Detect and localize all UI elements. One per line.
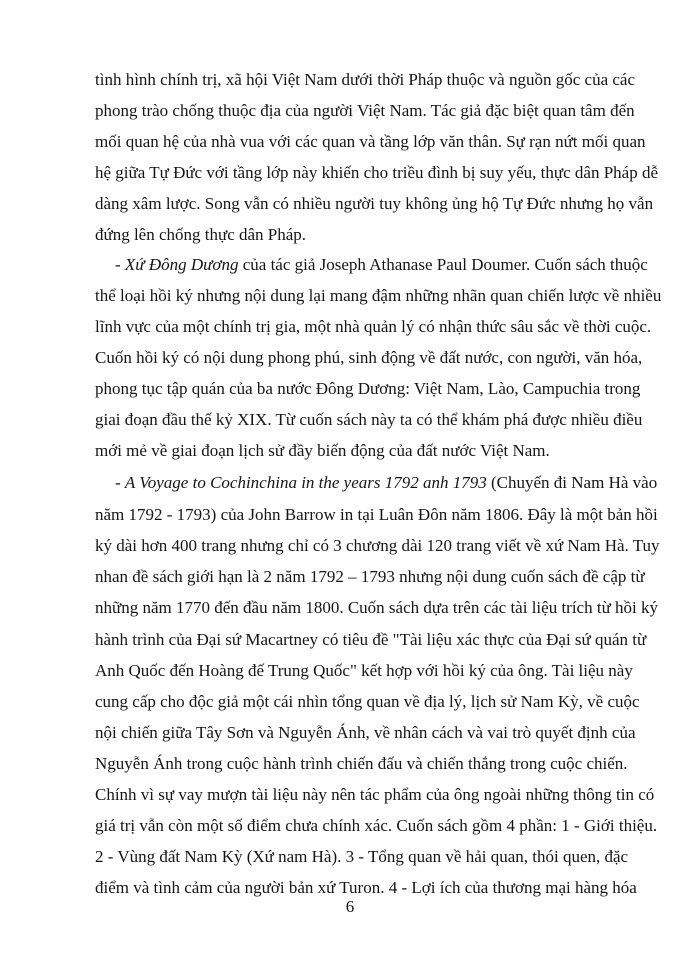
paragraph-2-line-2: thể loại hồi ký nhưng nội dung lại mang đậm những nhãn quan chiến lược về nhiều	[95, 286, 662, 305]
paragraph-2-line-6: giai đoạn đầu thế kỷ XIX. Từ cuốn sách này ta có thể khám phá được nhiều điều	[95, 410, 643, 429]
page-number: 6	[345, 897, 355, 916]
paragraph-3-line-10: Nguyễn Ánh trong cuộc hành trình chiến đấu và chiến thắng trong cuộc chiến.	[95, 754, 628, 773]
paragraph-2-line-7: mới mẻ về giai đoạn lịch sử đầy biến động của đất nước Việt Nam.	[95, 441, 550, 460]
paragraph-1-line-4: hệ giữa Tự Đức với tầng lớp này khiến cho triều đình bị suy yếu, thực dân Pháp dễ	[95, 163, 658, 182]
paragraph-2-line-5: phong tục tập quán của ba nước Đông Dương: Việt Nam, Lào, Campuchia trong	[95, 379, 641, 398]
paragraph-3-line-4: nhan đề sách giới hạn là 2 năm 1792 – 1793 nhưng nội dung cuốn sách đề cập từ	[95, 567, 645, 586]
paragraph-2-first-line-text: của tác giả Joseph Athanase Paul Doumer. Cuốn sách thuộc	[238, 255, 648, 274]
paragraph-3-line-6: hành trình của Đại sứ Macartney có tiêu đề "Tài liệu xác thực của Đại sứ quán từ	[95, 630, 647, 649]
paragraph-3-line-2: năm 1792 - 1793) của John Barrow in tại Luân Đôn năm 1806. Đây là một bản hồi	[95, 505, 658, 524]
paragraph-2-line-1	[115, 255, 648, 275]
paragraph-3-line-5: những năm 1770 đến đầu năm 1800. Cuốn sách dựa trên các tài liệu trích từ hồi ký	[95, 598, 659, 617]
paragraph-1-line-5: dàng xâm lược. Song vẫn có nhiều người tuy không ủng hộ Tự Đức nhưng họ vẫn	[95, 194, 654, 213]
paragraph-3-line-13: 2 - Vùng đất Nam Kỳ (Xứ nam Hà). 3 - Tổng quan về hải quan, thói quen, đặc	[95, 847, 629, 866]
paragraph-1-line-2: phong trào chống thuộc địa của người Việt Nam. Tác giả đặc biệt quan tâm đến	[95, 101, 635, 120]
paragraph-3-line-1	[115, 473, 658, 493]
paragraph-1-line-6: đứng lên chống thực dân Pháp.	[95, 225, 307, 244]
paragraph-1-line-3: mối quan hệ của nhà vua với các quan và tầng lớp văn thân. Sự rạn nứt mối quan	[95, 132, 646, 151]
paragraph-3-line-12: giá trị vẫn còn một số điểm chưa chính xác. Cuốn sách gồm 4 phần: 1 - Giới thiệu.	[95, 816, 658, 835]
paragraph-3-line-9: nội chiến giữa Tây Sơn và Nguyễn Ánh, về nhân cách và vai trò quyết định của	[95, 723, 636, 742]
paragraph-3-line-8: cung cấp cho độc giả một cái nhìn tổng quan về địa lý, lịch sử Nam Kỳ, về cuộc	[95, 692, 640, 711]
paragraph-3-line-7: Anh Quốc đến Hoàng đế Trung Quốc" kết hợp với hồi ký của ông. Tài liệu này	[95, 661, 633, 680]
paragraph-3-line-14: điểm và tình cảm của người bản xứ Turon. 4 - Lợi ích của thương mại hàng hóa	[95, 878, 637, 897]
paragraph-1-line-1: tình hình chính trị, xã hội Việt Nam dưới thời Pháp thuộc và nguồn gốc của các	[95, 70, 635, 89]
paragraph-3-line-3: ký dài hơn 400 trang nhưng chỉ có 3 chương dài 120 trang viết về xứ Nam Hà. Tuy	[95, 536, 660, 555]
paragraph-3-dash: -	[115, 473, 125, 492]
paragraph-2-book-title: Xứ Đông Dương	[124, 255, 239, 274]
paragraph-3-line-11: Chính vì sự vay mượn tài liệu này nên tác phẩm của ông ngoài những thông tin có	[95, 785, 655, 804]
paragraph-2-line-3: lĩnh vực của một chính trị gia, một nhà quản lý có nhận thức sâu sắc về thời cuộc.	[95, 317, 652, 336]
paragraph-2-dash: -	[115, 255, 125, 274]
paragraph-3-book-title: A Voyage to Cochinchina in the years 1792 anh 1793	[124, 473, 487, 492]
paragraph-2-line-4: Cuốn hồi ký có nội dung phong phú, sinh động về đất nước, con người, văn hóa,	[95, 348, 643, 367]
paragraph-3-first-line-text: (Chuyến đi Nam Hà vào	[486, 473, 658, 492]
